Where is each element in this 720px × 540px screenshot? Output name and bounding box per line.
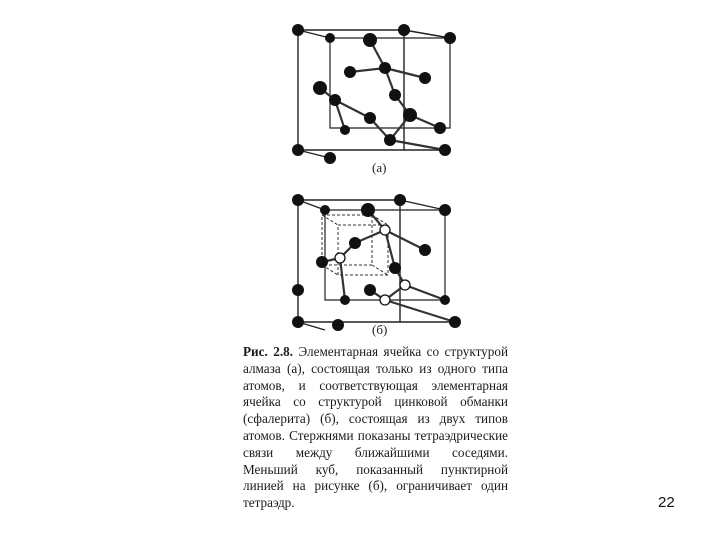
sphalerite-atoms [292,194,461,331]
caption-lead: Рис. 2.8. [243,344,294,359]
diamond-atoms [292,24,456,164]
page-number: 22 [658,494,675,511]
figure-label-a: (а) [372,160,387,175]
figure-label-b: (б) [372,322,388,337]
figure-caption [243,344,508,512]
caption-body: Элементарная ячейка со структурой алмаза (а), состоящая только из одного типа атомов, и соответствующая элементарная ячейка со структурой цинковой обманки (сфалерита) (б), состоящая из двух типов атомов. Стержнями показаны тетраэдрические связи между ближайшими соседями. Меньший куб, показанный пунктирной линией на рисунке (б), ограничивает один тетраэдр. [243,344,508,511]
diamond-bonds [320,40,445,150]
